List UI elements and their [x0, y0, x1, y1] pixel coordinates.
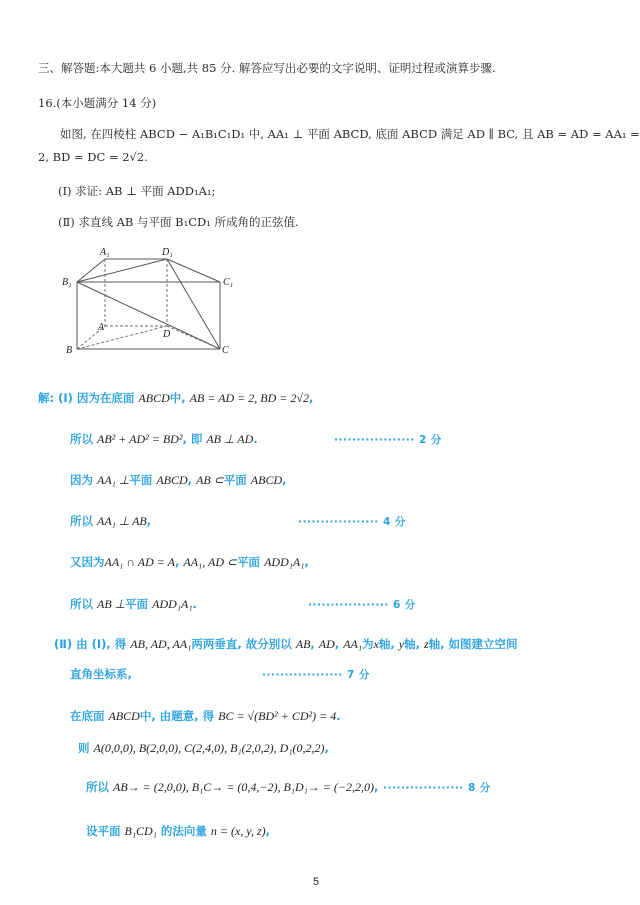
- label-c: C: [222, 345, 229, 356]
- solution-line-2: 所以 AB² + AD² = BD², 即 AB ⊥ AD.: [70, 432, 258, 446]
- section-header: 三、解答题:本大题共 6 小题,共 85 分. 解答应写出必要的文字说明、证明过程或演算步骤.: [38, 61, 496, 75]
- solution-line-7: (Ⅱ) 由 (Ⅰ), 得 AB, AD, AA₁两两垂直, 故分别以 AB, AD, AA₁为x轴, y轴, z轴, 如图建立空间: [54, 637, 518, 651]
- solution-line-1: 解: (Ⅰ) 因为在底面 ABCD中, AB = AD = 2, BD = 2√2,: [38, 391, 314, 405]
- solution-line-11: 所以 AB→ = (2,0,0), B₁C→ = (0,4,−2), B₁D₁→ = (−2,2,0),: [86, 780, 379, 794]
- label-d1: D₁: [162, 247, 173, 258]
- score-4: ·················· 4 分: [298, 516, 406, 528]
- diag-d1-c: [167, 259, 220, 349]
- problem-part1: (Ⅰ) 求证: AB ⊥ 平面 ADD₁A₁;: [58, 184, 216, 198]
- solution-line-9: 在底面 ABCD中, 由题意, 得 BC = √(BD² + CD²) = 4.: [70, 709, 341, 723]
- label-c1: C₁: [223, 277, 234, 288]
- page-number: 5: [313, 876, 320, 888]
- problem-intro: 如图, 在四棱柱 ABCD − A₁B₁C₁D₁ 中, AA₁ ⊥ 平面 ABCD, 底面 ABCD 满足 AD ∥ BC, 且 AB = AD = AA₁ =: [60, 127, 640, 141]
- label-b1: B₁: [62, 277, 72, 288]
- solution-line-5: 又因为AA₁ ∩ AD = A, AA₁, AD ⊂平面 ADD₁A₁,: [70, 555, 309, 569]
- problem-number: 16.(本小题满分 14 分): [38, 96, 157, 110]
- solution-line-4: 所以 AA₁ ⊥ AB,: [70, 514, 152, 528]
- solution-line-3: 因为 AA₁ ⊥平面 ABCD, AB ⊂平面 ABCD,: [70, 473, 287, 487]
- solution-line-12: 设平面 B₁CD₁ 的法向量 n = (x, y, z),: [86, 824, 271, 838]
- diag-b1-c: [77, 282, 220, 349]
- solution-line-6: 所以 AB ⊥平面 ADD₁A₁.: [70, 597, 197, 611]
- edge-d1-c1: [167, 259, 220, 282]
- label-b: B: [66, 345, 73, 356]
- solution-line-10: 则 A(0,0,0), B(2,0,0), C(2,4,0), B₁(2,0,2), D₁(0,2,2),: [78, 741, 329, 755]
- score-8: ·················· 8 分: [383, 782, 491, 794]
- score-7: ·················· 7 分: [262, 669, 370, 681]
- score-6: ·················· 6 分: [308, 599, 416, 611]
- label-a: A: [98, 322, 105, 333]
- solution-line-8: 直角坐标系,: [70, 667, 132, 681]
- label-d: D: [163, 329, 171, 340]
- score-2: ·················· 2 分: [334, 434, 442, 446]
- label-a1: A₁: [100, 247, 110, 258]
- prism-figure: [60, 242, 240, 362]
- problem-part2: (Ⅱ) 求直线 AB 与平面 B₁CD₁ 所成角的正弦值.: [58, 215, 299, 229]
- problem-intro-cont: 2, BD = DC = 2√2.: [38, 150, 148, 164]
